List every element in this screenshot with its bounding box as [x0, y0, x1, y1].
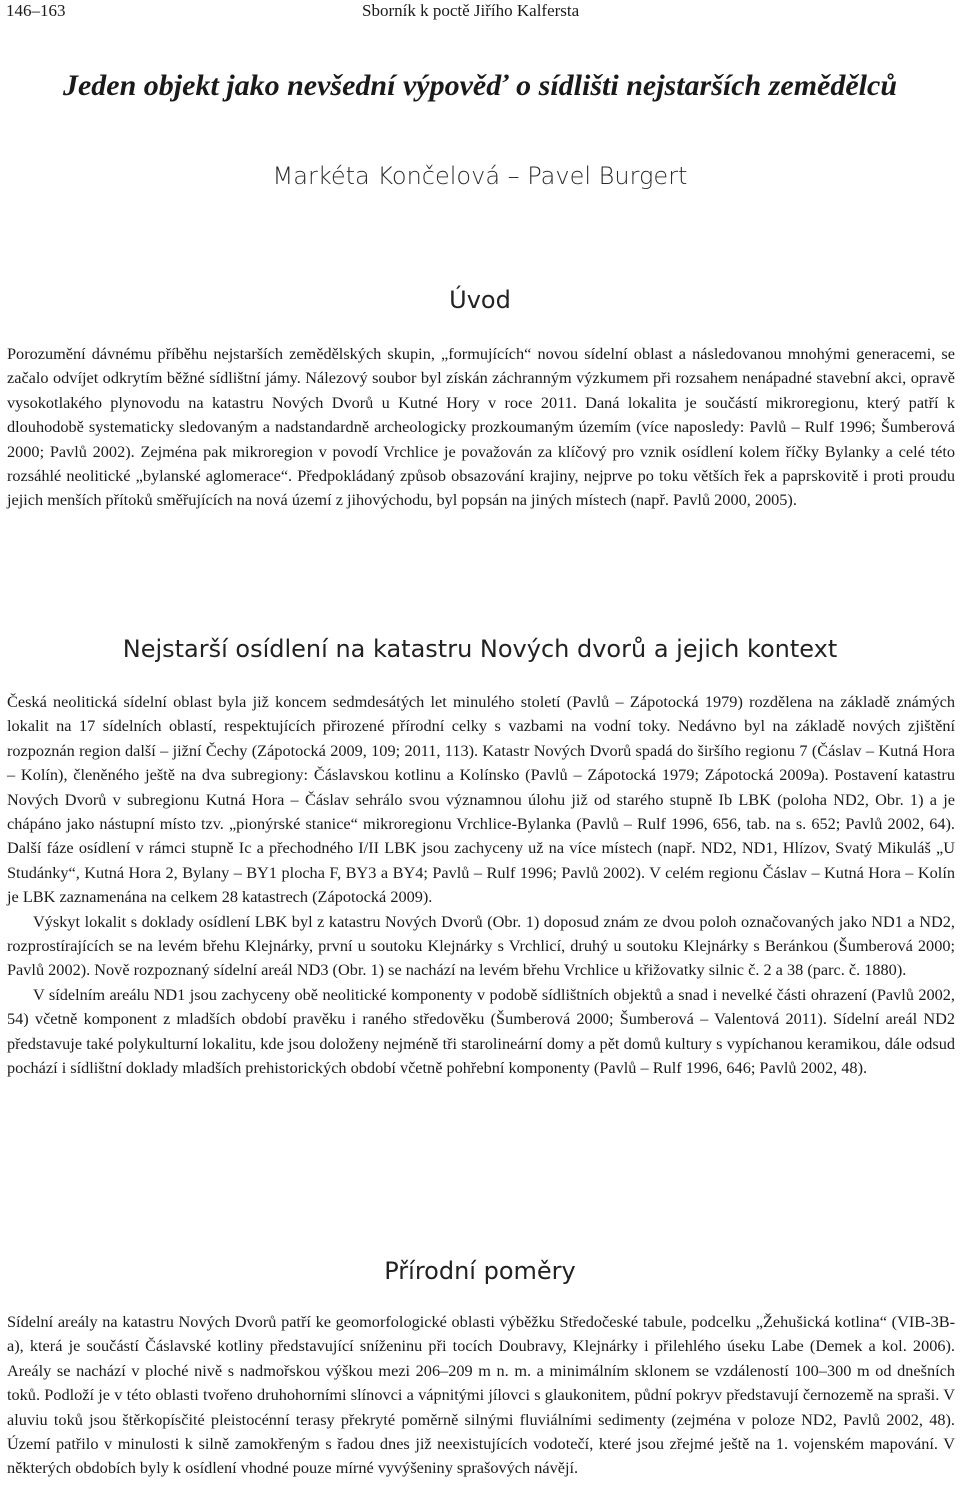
section-heading-uvod: Úvod: [449, 286, 511, 314]
section-body-prirodni-pomery: [7, 1310, 955, 1481]
paragraph: Sídelní areály na katastru Nových Dvorů patří ke geomorfologické oblasti výběžku Středočeské tabule, podcelku „Žehušická kotlina“ (VIB-3B-a), která je součástí Čáslavské kotliny představující sníženinu při tocích Doubravy, Klejnárky i přilehlého úseku Labe (Demek a kol. 2006). Areály se nachází v ploché nivě s nadmořskou výškou mezi 206–209 m n. m. a minimálním sklonem se vzdáleností 100–300 m od dnešních toků. Podloží je v této oblasti tvořeno druhohorními slínovci a vápnitými jílovci s glaukonitem, půdní pokryv představují černozemě na spraši. V aluviu toků jsou štěrkopísčité pleistocénní terasy překryté poměrně silnými fluviálními sedimenty (zejména v poloze ND2, Pavlů 2002, 48). Území patřilo v minulosti k silně zamokřeným s řadou dnes již neexistujících vodotečí, které jsou zřejmé ještě na 1. vojenském mapování. V některých obdobích byly k osídlení vhodné pouze mírné vyvýšeniny sprašových návějí.: [7, 1312, 955, 1478]
paragraph: Porozumění dávnému příběhu nejstarších zemědělských skupin, „formujících“ novou sídelní oblast a následovanou mnohými generacemi, se začalo odvíjet odkrytím běžné sídlištní jámy. Nálezový soubor byl získán záchranným výzkumem při rozsahem nenápadné stavební akci, opravě vysokotlakého plynovodu na katastru Nových Dvorů u Kutné Hory v roce 2011. Daná lokalita je součástí mikroregionu, který patří k dlouhodobě systematicky sledovaným a nadstandardně archeologicky prozkoumaným územím (více naposledy: Pavlů – Rulf 1996; Šumberová 2000; Pavlů 2002). Zejména pak mikroregion v povodí Vrchlice je považován za klíčový pro vznik osídlení kolem říčky Bylanky a celé této rozsáhlé neolitické „bylanské aglomerace“. Předpokládaný způsob obsazování krajiny, nejprve po toku větších řek a paprskovitě i proti proudu jejich menších přítoků směřujících na nová území z jihovýchodu, byl popsán na jiných místech (např. Pavlů 2000, 2005).: [7, 344, 955, 510]
paragraph: Výskyt lokalit s doklady osídlení LBK byl z katastru Nových Dvorů (Obr. 1) doposud znám ze dvou poloh označovaných jako ND1 a ND2, rozprostírajících se na levém břehu Klejnárky, první u soutoku Klejnárky s Vrchlicí, druhý u soutoku Klejnárky s Beránkou (Šumberová 2000; Pavlů 2002). Nově rozpoznaný sídelní areál ND3 (Obr. 1) se nachází na levém břehu Vrchlice u křižovatky silnic č. 2 a 38 (parc. č. 1880).: [7, 911, 955, 980]
article-title: Jeden objekt jako nevšední výpověď o sídlišti nejstarších zemědělců: [62, 69, 898, 102]
running-head: [6, 0, 954, 22]
section-body-nejstarsi-osidleni: [7, 690, 955, 1081]
section-heading-nejstarsi-osidleni: Nejstarší osídlení na katastru Nových dvorů a jejich kontext: [122, 635, 838, 663]
page-range: 146–163: [6, 1, 66, 20]
journal-title: Sborník k poctě Jiřího Kalfersta: [362, 1, 580, 20]
paragraph: Česká neolitická sídelní oblast byla již koncem sedmdesátých let minulého století (Pavlů – Zápotocká 1979) rozdělena na základě známých lokalit na 17 sídelních oblastí, respektujících přirozené přírodní celky s vazbami na vodní toky. Nedávno byl na základě nových zjištění rozpoznán region další – jižní Čechy (Zápotocká 2009, 109; 2011, 113). Katastr Nových Dvorů spadá do širšího regionu 7 (Čáslav – Kutná Hora – Kolín), členěného ještě na dva subregiony: Čáslavskou kotlinu a Kolínsko (Pavlů – Zápotocká 1979; Zápotocká 2009a). Postavení katastru Nových Dvorů v subregionu Kutná Hora – Čáslav sehrálo svou významnou úlohu již od starého stupně Ib LBK (poloha ND2, Obr. 1) a je chápáno jako nástupní místo tzv. „pionýrské stanice“ mikroregionu Vrchlice-Bylanka (Pavlů – Rulf 1996, 656, tab. na s. 652; Pavlů 2002, 64). Další fáze osídlení v rámci stupně Ic a přechodného I/II LBK jsou zachyceny už na více místech (např. ND2, ND1, Hlízov, Svatý Mikuláš „U Studánky“, Kutná Hora 2, Bylany – BY1 plocha F, BY3 a BY4; Pavlů – Rulf 1996; Pavlů 2002). V celém regionu Čáslav – Kutná Hora – Kolín je LBK zaznamenána na celkem 28 katastrech (Zápotocká 2009).: [7, 692, 955, 907]
section-body-uvod: [7, 342, 955, 513]
section-heading-prirodni-pomery: Přírodní poměry: [384, 1257, 576, 1285]
paragraph: V sídelním areálu ND1 jsou zachyceny obě neolitické komponenty v podobě sídlištních objektů a snad i nevelké části ohrazení (Pavlů 2002, 54) včetně komponent z mladších období pravěku i raného středověku (Šumberová 2000; Šumberová – Valentová 2011). Sídelní areál ND2 představuje také polykulturní lokalitu, kde jsou doloženy nejméně tři starolineární domy a pět domů kultury s vypíchanou keramikou, dále odsud pochází i sídlištní doklady mladších prehistorických období včetně pohřební komponenty (Pavlů – Rulf 1996, 646; Pavlů 2002, 48).: [7, 984, 955, 1078]
article-authors: Markéta Končelová – Pavel Burgert: [272, 162, 688, 190]
